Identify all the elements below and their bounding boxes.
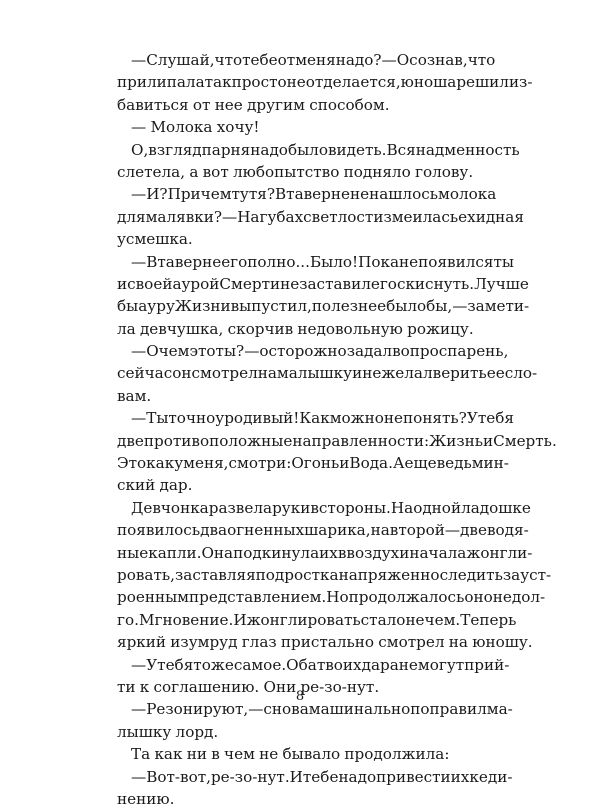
text-line: — И? При чем тут я? В таверне не нашлось молока: [131, 185, 497, 204]
text-line: роенным представлением. Но продолжалось оно недол-: [117, 588, 546, 607]
text-line: прилипала так просто не отделается, юноша решил из-: [117, 73, 533, 92]
text-line: — Резонируют, — снова машинально поправил ма-: [131, 700, 513, 719]
text-line: — В таверне его полно... Было! Пока не появился ты: [131, 252, 514, 271]
text-line: Девчонка развела руки в стороны. На одной ладошке: [131, 498, 531, 517]
text-line: усмешка.: [117, 230, 193, 249]
text-line: ные капли. Она подкинула их в воздух и начала жонгли-: [117, 543, 533, 562]
page-number: 8: [295, 689, 305, 704]
text-line: О, взгляд парня надо было видеть. Вся надменность: [131, 140, 520, 159]
text-line: слетела, а вот любопытство подняло голову.: [117, 162, 474, 181]
text-line: нению.: [117, 789, 175, 808]
text-line: — У тебя то же самое. Оба твоих дара не могут прий-: [131, 655, 510, 674]
text-line: ла девчушка, скорчив недовольную рожицу.: [117, 319, 474, 338]
text-line: го. Мгновение. И жонглировать стало нечем. Теперь: [117, 610, 517, 629]
text-line: — О чем это ты? — осторожно задал вопрос парень,: [131, 342, 509, 361]
text-line: яркий изумруд глаз пристально смотрел на юношу.: [117, 633, 533, 652]
text-line: появилось два огненных шарика, на второй — две водя-: [117, 521, 529, 540]
text-line: две противоположные направленности: Жизнь и Смерть.: [117, 431, 557, 450]
text-line: — Вот-вот, ре-зо-нут. И тебе надо привести их к еди-: [131, 767, 513, 786]
text-line: бы ауру Жизни выпустил, полезнее было бы, — замети-: [117, 297, 530, 316]
text-line: Это как у меня, смотри: Огонь и Вода. А еще ведьмин-: [117, 454, 509, 473]
text-line: ский дар.: [117, 476, 193, 495]
text-line: — Слушай, что тебе от меня надо? — Осознав, что: [131, 51, 496, 69]
text-line: ти к соглашению. Они ре-зо-нут.: [117, 677, 380, 696]
text-line: лышку лорд.: [117, 722, 219, 741]
text-line: сейчас он смотрел на малышку и не желал верить ее сло-: [117, 364, 538, 383]
text-line: вам.: [117, 386, 152, 405]
text-line: — Молока хочу!: [131, 118, 260, 137]
text-line: и своей аурой Смерти не заставил его скиснуть. Лучше: [117, 274, 529, 293]
text-line: Та как ни в чем не бывало продолжила:: [131, 745, 450, 764]
text-line: — Ты точно уродивый! Как можно не понять? У тебя: [131, 409, 514, 428]
text-line: бавиться от нее другим способом.: [117, 95, 390, 114]
text-line: ровать, заставляя подростка напряженно следить за уст-: [117, 565, 552, 584]
text-line: для малявки? — На губах светлости змеилась ехидная: [117, 207, 524, 226]
